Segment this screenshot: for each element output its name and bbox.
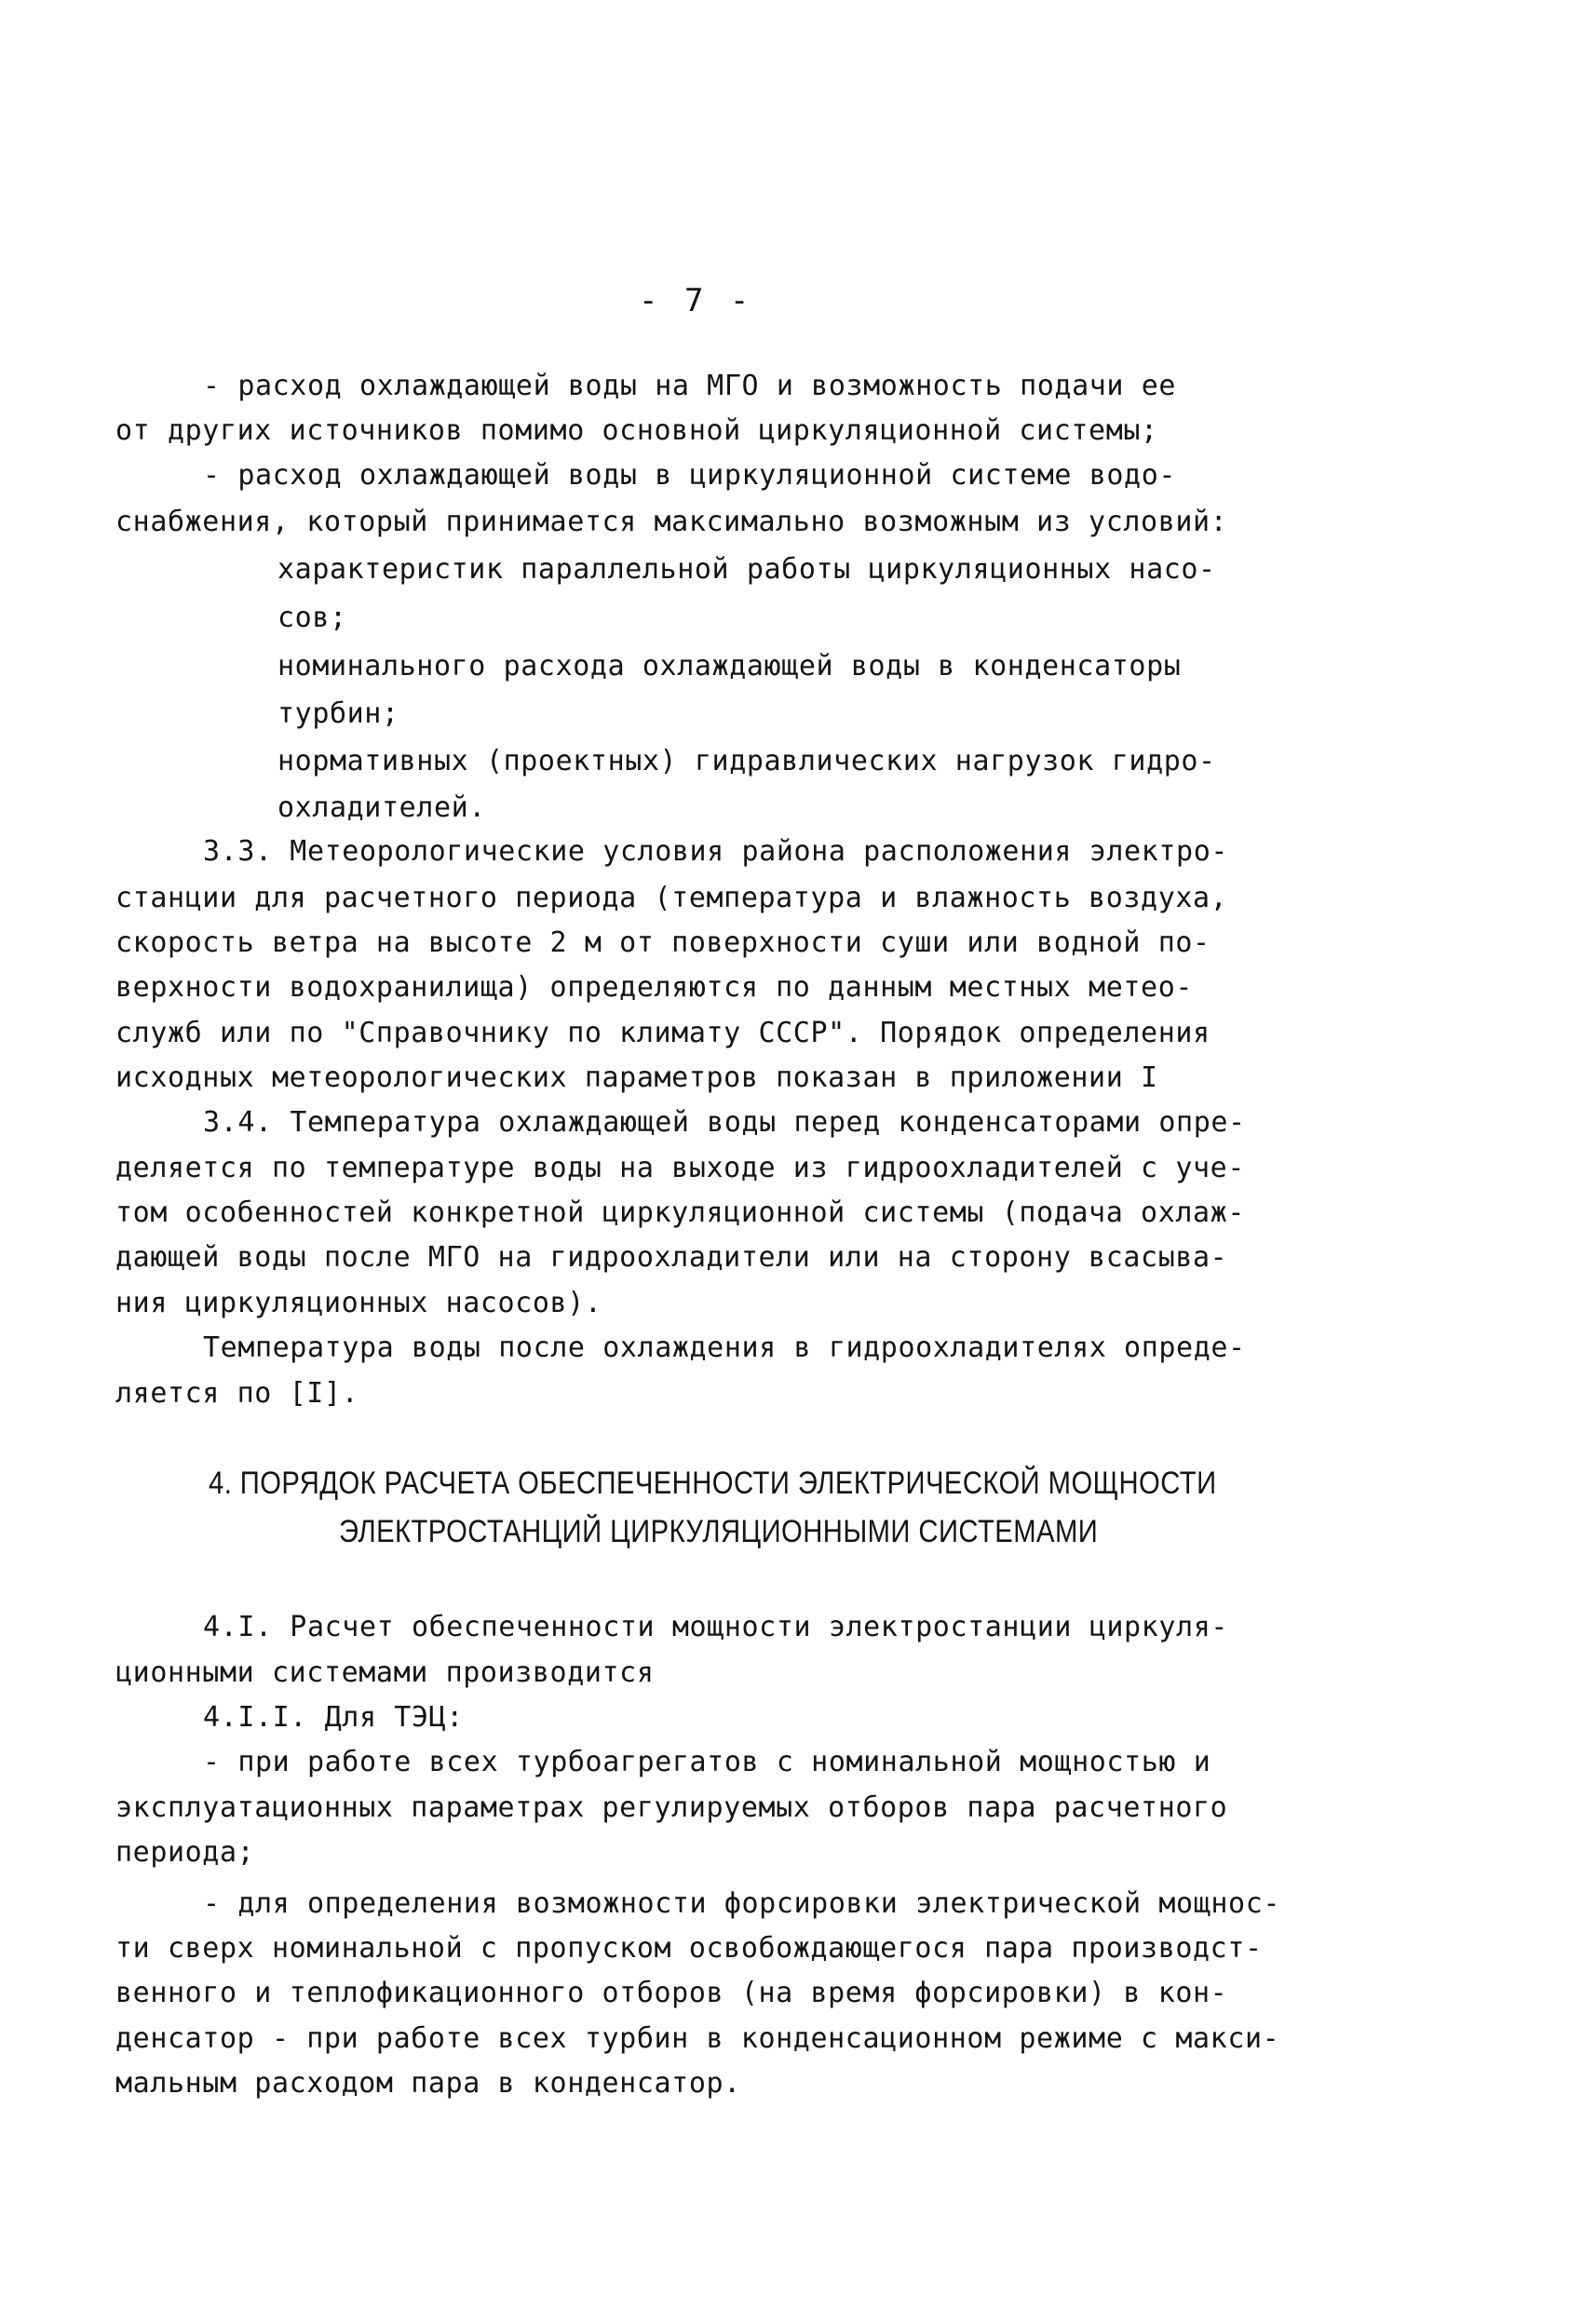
text-line: том особенностей конкретной циркуляционной системы (подача охлаж- — [115, 1196, 1245, 1229]
page-number: - 7 - — [639, 282, 753, 319]
text-line: Температура воды после охлаждения в гидроохладителях опреде- — [203, 1331, 1246, 1364]
text-line: денсатор - при работе всех турбин в конденсационном режиме с макси- — [115, 2022, 1280, 2055]
text-line: деляется по температуре воды на выходе из гидроохладителей с уче- — [115, 1152, 1245, 1184]
text-line: ния циркуляционных насосов). — [115, 1287, 602, 1319]
text-line: дающей воды после МГО на гидроохладители или на сторону всасыва- — [115, 1241, 1228, 1274]
text-line: номинального расхода охлаждающей воды в конденсаторы — [277, 650, 1182, 682]
text-line: снабжения, который принимается максимально возможным из условий: — [115, 506, 1228, 538]
text-line: ционными системами производится — [115, 1656, 655, 1689]
text-line: служб или по "Справочнику по климату СССР". Порядок определения — [115, 1017, 1211, 1049]
text-line: нормативных (проектных) гидравлических нагрузок гидро- — [277, 745, 1216, 777]
text-line: венного и теплофикационного отборов (на время форсировки) в кон- — [115, 1977, 1228, 2009]
text-line: верхности водохранилища) определяются по данным местных метео- — [115, 971, 1194, 1004]
text-line: ляется по [I]. — [115, 1377, 359, 1410]
text-line: 4.I. Расчет обеспеченности мощности электростанции циркуля- — [203, 1611, 1229, 1643]
section-heading: 4. ПОРЯДОК РАСЧЕТА ОБЕСПЕЧЕННОСТИ ЭЛЕКТРИЧЕСКОЙ МОЩНОСТИ — [209, 1466, 1217, 1501]
text-line: турбин; — [277, 697, 399, 730]
text-line: скорость ветра на высоте 2 м от поверхности суши или водной по- — [115, 926, 1211, 959]
text-line: 3.3. Метеорологические условия района расположения электро- — [203, 835, 1229, 868]
text-line: периода; — [115, 1836, 255, 1869]
text-line: мальным расходом пара в конденсатор. — [115, 2067, 741, 2100]
text-line: 3.4. Температура охлаждающей воды перед конденсаторами опре- — [203, 1106, 1246, 1139]
text-line: охладителей. — [277, 791, 486, 824]
text-line: исходных метеорологических параметров показан в приложении I — [115, 1061, 1158, 1094]
text-line: эксплуатационных параметрах регулируемых отборов пара расчетного — [115, 1791, 1228, 1824]
text-line: - расход охлаждающей воды на МГО и возможность подачи ее — [203, 370, 1177, 402]
text-line: - при работе всех турбоагрегатов с номинальной мощностью и — [203, 1746, 1211, 1778]
text-line: станции для расчетного периода (температура и влажность воздуха, — [115, 882, 1228, 914]
text-line: - для определения возможности форсировки электрической мощнос- — [203, 1887, 1281, 1920]
text-line: от других источников помимо основной циркуляционной системы; — [115, 414, 1158, 447]
section-heading: ЭЛЕКТРОСТАНЦИЙ ЦИРКУЛЯЦИОННЫМИ СИСТЕМАМИ — [339, 1514, 1099, 1549]
text-line: 4.I.I. Для ТЭЦ: — [203, 1701, 464, 1734]
text-line: сов; — [277, 601, 347, 634]
text-line: - расход охлаждающей воды в циркуляционной системе водо- — [203, 459, 1177, 492]
text-line: характеристик параллельной работы циркуляционных насо- — [277, 553, 1216, 586]
text-line: ти сверх номинальной с пропуском освобождающегося пара производст- — [115, 1932, 1263, 1965]
